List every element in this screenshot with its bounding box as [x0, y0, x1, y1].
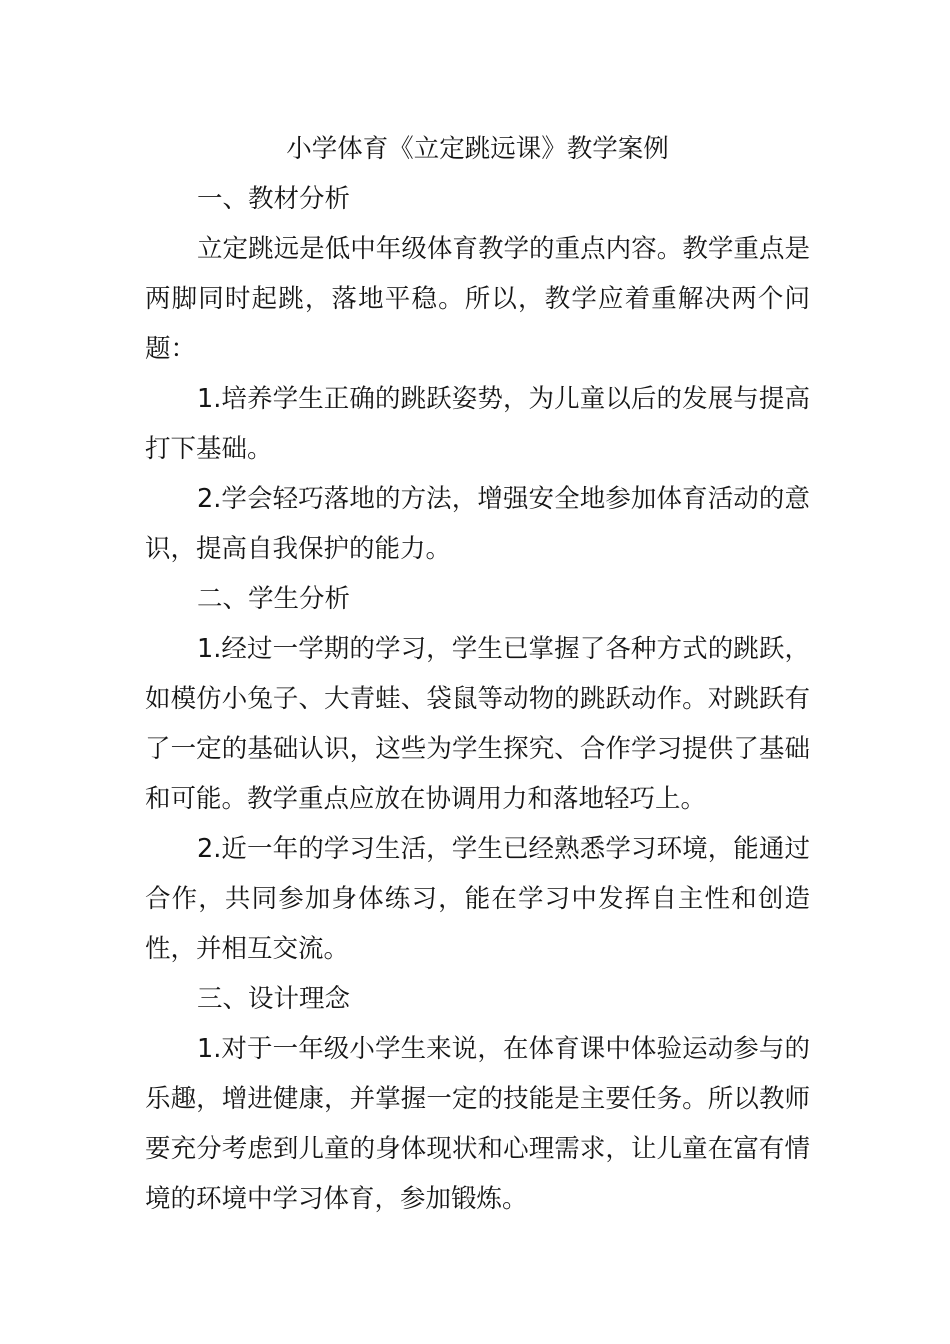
section-student-analysis [145, 574, 810, 974]
section-heading: 一、教材分析 [197, 184, 351, 214]
paragraph: 1.对于一年级小学生来说，在体育课中体验运动参与的乐趣，增进健康，并掌握一定的技能是主要任务。所以教师要充分考虑到儿童的身体现状和心理需求，让儿童在富有情境的环境中学习体育，参加锻炼。 [145, 1034, 810, 1214]
paragraph: 2.近一年的学习生活，学生已经熟悉学习环境，能通过合作，共同参加身体练习，能在学习中发挥自主性和创造性，并相互交流。 [145, 834, 810, 964]
paragraph: 2.学会轻巧落地的方法，增强安全地参加体育活动的意识，提高自我保护的能力。 [145, 484, 810, 564]
paragraph: 1.培养学生正确的跳跃姿势，为儿童以后的发展与提高打下基础。 [145, 384, 810, 464]
section-heading: 三、设计理念 [197, 984, 351, 1014]
section-heading: 二、学生分析 [197, 584, 351, 614]
document-title: 小学体育《立定跳远课》教学案例 [286, 134, 669, 164]
paragraph: 立定跳远是低中年级体育教学的重点内容。教学重点是两脚同时起跳，落地平稳。所以，教学应着重解决两个问题： [145, 234, 810, 364]
document-body [145, 124, 810, 1224]
section-textbook-analysis [145, 174, 810, 574]
paragraph: 1.经过一学期的学习，学生已掌握了各种方式的跳跃，如模仿小兔子、大青蛙、袋鼠等动物的跳跃动作。对跳跃有了一定的基础认识，这些为学生探究、合作学习提供了基础和可能。教学重点应放在协调用力和落地轻巧上。 [145, 634, 810, 814]
section-design-concept [145, 974, 810, 1224]
